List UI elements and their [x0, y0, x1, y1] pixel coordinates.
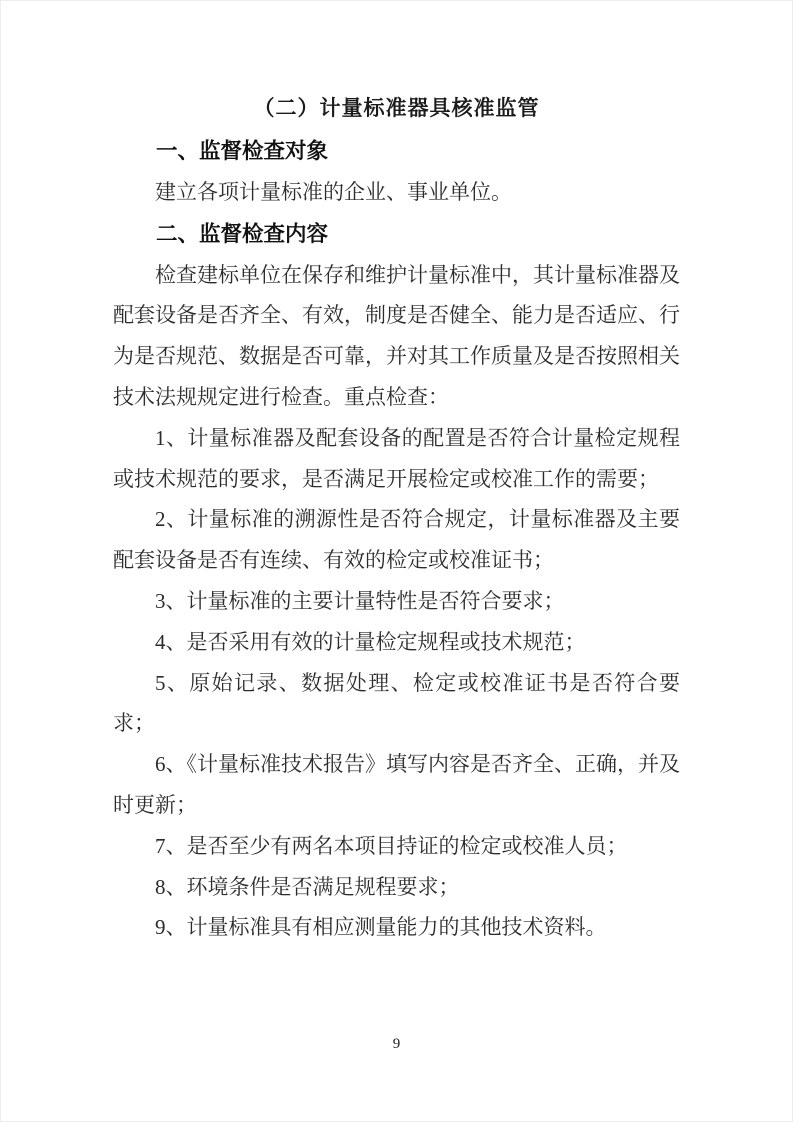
- list-item-1: 1、计量标准器及配套设备的配置是否符合计量检定规程或技术规范的要求，是否满足开展检定或校准工作的需要；: [113, 425, 680, 491]
- list-item-2: 2、计量标准的溯源性是否符合规定，计量标准器及主要配套设备是否有连续、有效的检定或校准证书；: [113, 507, 680, 573]
- list-item-6: 6、《计量标准技术报告》填写内容是否齐全、正确，并及时更新；: [113, 752, 680, 817]
- list-item-7: 7、是否至少有两名本项目持证的检定或校准人员；: [155, 833, 628, 858]
- list-item-5: 5、原始记录、数据处理、检定或校准证书是否符合要求；: [113, 670, 680, 736]
- paragraph-inspection-content-intro: 检查建标单位在保存和维护计量标准中，其计量标准器及配套设备是否齐全、有效，制度是否健全、能力是否适应、行为是否规范、数据是否可靠，并对其工作质量及是否按照相关技术法规规定进行检查。重点检查：: [113, 262, 680, 409]
- section-heading-inspection-targets: 一、监督检查对象: [156, 138, 329, 163]
- document-body: [113, 88, 680, 948]
- page-number: 9: [392, 1036, 401, 1052]
- paragraph-inspection-targets: 建立各项计量标准的企业、事业单位。: [155, 179, 512, 204]
- list-item-4: 4、是否采用有效的计量检定规程或技术规范；: [155, 629, 586, 654]
- list-item-9: 9、计量标准具有相应测量能力的其他技术资料。: [155, 915, 607, 940]
- list-item-8: 8、环境条件是否满足规程要求；: [155, 874, 460, 899]
- section-heading-inspection-content: 二、监督检查内容: [156, 221, 329, 246]
- document-title: （二）计量标准器具核准监管: [253, 96, 540, 120]
- list-item-3: 3、计量标准的主要计量特性是否符合要求；: [155, 588, 565, 613]
